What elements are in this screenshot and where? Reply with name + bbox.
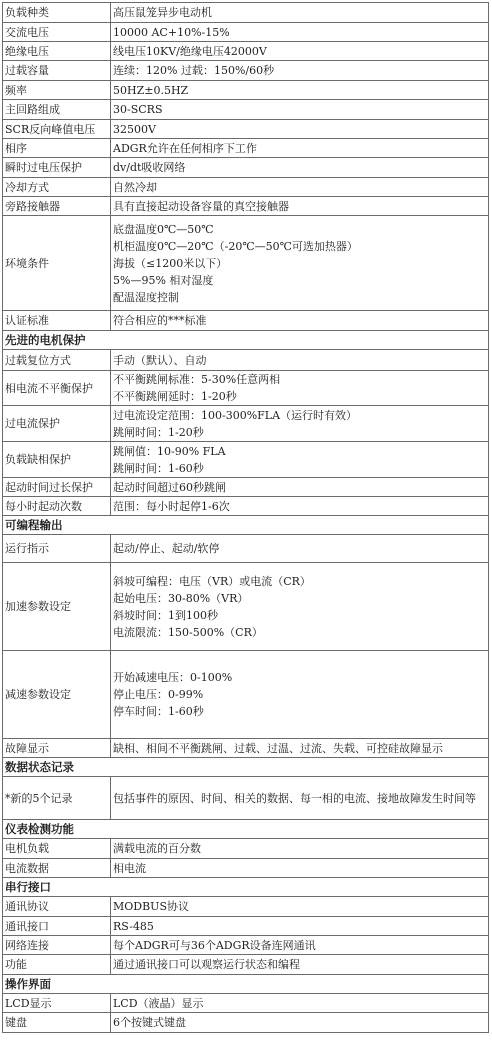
spec-label: 相序 bbox=[3, 139, 111, 158]
spec-row bbox=[3, 955, 489, 975]
spec-value bbox=[111, 406, 489, 442]
section-header-row bbox=[3, 331, 489, 350]
spec-value bbox=[111, 120, 489, 139]
spec-value-line: 包括事件的原因、时间、相关的数据、每一相的电流、接地故障发生时间等 bbox=[113, 791, 476, 805]
spec-value-line: 配温湿度控制 bbox=[113, 290, 179, 304]
spec-row bbox=[3, 3, 489, 23]
section-title: 可编程输出 bbox=[3, 516, 489, 535]
spec-value bbox=[111, 442, 489, 478]
spec-label: 功能 bbox=[3, 955, 111, 975]
spec-value-line: 跳闸值：10-90% FLA bbox=[113, 444, 226, 458]
spec-value bbox=[111, 42, 489, 61]
spec-row bbox=[3, 859, 489, 878]
spec-value-line: 开始减速电压：0-100% bbox=[113, 671, 233, 684]
spec-value bbox=[111, 739, 489, 758]
spec-value-line: 6个按键式键盘 bbox=[113, 1016, 186, 1029]
spec-value-line: 手动（默认）、自动 bbox=[113, 353, 207, 367]
spec-value-line: 停车时间：1-60秒 bbox=[113, 705, 204, 718]
spec-label: 过电流保护 bbox=[3, 406, 111, 442]
spec-value-line: dv/dt吸收网络 bbox=[113, 161, 186, 174]
spec-value-line: 起动时间超过60秒跳闸 bbox=[113, 480, 226, 494]
spec-table-body bbox=[3, 3, 489, 1033]
spec-value-line: 过电流设定范围：100-300%FLA（运行时有效） bbox=[113, 408, 358, 422]
spec-value bbox=[111, 371, 489, 406]
spec-row bbox=[3, 777, 489, 820]
spec-label: 认证标准 bbox=[3, 311, 111, 331]
spec-value-line: 海拔（≤1200米以下） bbox=[113, 256, 228, 270]
spec-value-line: 斜坡可编程：电压（VR）或电流（CR） bbox=[113, 574, 311, 588]
spec-row bbox=[3, 216, 489, 311]
spec-value-line: 缺相、相间不平衡跳闸、过载、过温、过流、失载、可控硅故障显示 bbox=[113, 741, 443, 755]
spec-table bbox=[2, 2, 489, 1033]
spec-label: 通讯接口 bbox=[3, 917, 111, 936]
spec-value-line: 满载电流的百分数 bbox=[113, 842, 201, 855]
spec-row bbox=[3, 197, 489, 216]
spec-value-line: 高压鼠笼异步电动机 bbox=[113, 6, 212, 19]
spec-value bbox=[111, 81, 489, 100]
spec-row bbox=[3, 139, 489, 158]
spec-value-line: 每个ADGR可与36个ADGR设备连网通讯 bbox=[113, 938, 316, 952]
spec-label: *新的5个记录 bbox=[3, 777, 111, 820]
spec-value-line: 机柜温度0℃—20℃（-20℃—50℃可选加热器） bbox=[113, 239, 358, 253]
spec-value bbox=[111, 651, 489, 739]
spec-row bbox=[3, 23, 489, 42]
spec-label: 负载种类 bbox=[3, 3, 111, 23]
spec-label: 网络连接 bbox=[3, 936, 111, 955]
spec-value bbox=[111, 139, 489, 158]
spec-value-line: 起始电压：30-80%（VR） bbox=[113, 591, 249, 605]
spec-label: 起动时间过长保护 bbox=[3, 478, 111, 497]
spec-value bbox=[111, 936, 489, 955]
section-header-row bbox=[3, 878, 489, 897]
spec-value bbox=[111, 535, 489, 563]
spec-row bbox=[3, 563, 489, 651]
spec-value bbox=[111, 197, 489, 216]
spec-value-line: 50HZ±0.5HZ bbox=[113, 83, 189, 97]
spec-value bbox=[111, 216, 489, 311]
spec-row bbox=[3, 120, 489, 139]
spec-label: 加速参数设定 bbox=[3, 563, 111, 651]
spec-label: 旁路接触器 bbox=[3, 197, 111, 216]
spec-value-line: 斜坡时间：1到100秒 bbox=[113, 608, 218, 622]
spec-value-line: 10000 AC+10%-15% bbox=[113, 25, 230, 39]
spec-label: 环境条件 bbox=[3, 216, 111, 311]
spec-value-line: 5%—95% 相对湿度 bbox=[113, 273, 214, 287]
spec-value-line: 具有直接起动设备容量的真空接触器 bbox=[113, 199, 289, 213]
spec-value bbox=[111, 497, 489, 516]
spec-value-line: 自然冷却 bbox=[113, 180, 157, 194]
section-title: 操作界面 bbox=[3, 975, 489, 994]
spec-label: 电流数据 bbox=[3, 859, 111, 878]
section-title: 串行接口 bbox=[3, 878, 489, 897]
spec-label: 冷却方式 bbox=[3, 178, 111, 197]
spec-label: 键盘 bbox=[3, 1013, 111, 1033]
spec-label: 相电流不平衡保护 bbox=[3, 371, 111, 406]
spec-value-line: 范围：每小时起停1-6次 bbox=[113, 499, 230, 513]
section-title: 仪表检测功能 bbox=[3, 820, 489, 839]
spec-label: 每小时起动次数 bbox=[3, 497, 111, 516]
spec-label: 电机负载 bbox=[3, 839, 111, 859]
spec-value bbox=[111, 777, 489, 820]
spec-value bbox=[111, 994, 489, 1013]
spec-value bbox=[111, 897, 489, 917]
spec-row bbox=[3, 81, 489, 100]
spec-value bbox=[111, 955, 489, 975]
spec-value bbox=[111, 61, 489, 81]
spec-row bbox=[3, 994, 489, 1013]
spec-label: 交流电压 bbox=[3, 23, 111, 42]
spec-value-line: 32500V bbox=[113, 122, 156, 136]
spec-row bbox=[3, 478, 489, 497]
spec-row bbox=[3, 42, 489, 61]
spec-label: 频率 bbox=[3, 81, 111, 100]
spec-label: 绝缘电压 bbox=[3, 42, 111, 61]
section-header-row bbox=[3, 975, 489, 994]
spec-value-line: LCD（液晶）显示 bbox=[113, 996, 204, 1010]
section-header-row bbox=[3, 820, 489, 839]
spec-value-line: 起动/停止、起动/软停 bbox=[113, 542, 220, 555]
spec-value-line: 30-SCRS bbox=[113, 103, 163, 116]
section-header-row bbox=[3, 758, 489, 777]
spec-row bbox=[3, 1013, 489, 1033]
spec-row bbox=[3, 350, 489, 371]
spec-row bbox=[3, 897, 489, 917]
spec-value bbox=[111, 1013, 489, 1033]
spec-value bbox=[111, 839, 489, 859]
spec-value-line: 不平衡跳闸标准：5-30%任意两相 bbox=[113, 373, 281, 386]
spec-label: 减速参数设定 bbox=[3, 651, 111, 739]
spec-label: 主回路组成 bbox=[3, 100, 111, 120]
section-header-row bbox=[3, 516, 489, 535]
spec-value bbox=[111, 311, 489, 331]
spec-value-line: 相电流 bbox=[113, 861, 146, 875]
spec-value bbox=[111, 178, 489, 197]
spec-value-line: ADGR允许在任何相序下工作 bbox=[113, 141, 257, 155]
spec-value bbox=[111, 917, 489, 936]
spec-row bbox=[3, 178, 489, 197]
spec-row bbox=[3, 936, 489, 955]
spec-value-line: 通过通讯接口可以观察运行状态和编程 bbox=[113, 958, 300, 971]
spec-value-line: 不平衡跳闸延时：1-20秒 bbox=[113, 390, 237, 403]
spec-value-line: 连续：120% 过载：150%/60秒 bbox=[113, 64, 275, 77]
spec-value bbox=[111, 100, 489, 120]
spec-value-line: 电流限流：150-500%（CR） bbox=[113, 625, 263, 639]
spec-row bbox=[3, 311, 489, 331]
spec-value bbox=[111, 563, 489, 651]
spec-row bbox=[3, 158, 489, 178]
section-title: 先进的电机保护 bbox=[3, 331, 489, 350]
spec-row bbox=[3, 497, 489, 516]
spec-row bbox=[3, 442, 489, 478]
spec-row bbox=[3, 100, 489, 120]
spec-value-line: 跳闸时间：1-20秒 bbox=[113, 425, 204, 439]
spec-label: 过载复位方式 bbox=[3, 350, 111, 371]
spec-label: 瞬时过电压保护 bbox=[3, 158, 111, 178]
spec-row bbox=[3, 61, 489, 81]
spec-value-line: 线电压10KV/绝缘电压42000V bbox=[113, 44, 267, 58]
spec-value-line: 停止电压：0-99% bbox=[113, 688, 204, 701]
spec-value-line: 跳闸时间：1-60秒 bbox=[113, 461, 204, 475]
spec-value-line: MODBUS协议 bbox=[113, 900, 189, 913]
spec-row bbox=[3, 371, 489, 406]
spec-value-line: 底盘温度0℃—50℃ bbox=[113, 222, 214, 236]
spec-label: LCD显示 bbox=[3, 994, 111, 1013]
spec-row bbox=[3, 739, 489, 758]
spec-label: 过载容量 bbox=[3, 61, 111, 81]
spec-value-line: RS-485 bbox=[113, 919, 154, 933]
spec-label: 运行指示 bbox=[3, 535, 111, 563]
spec-value bbox=[111, 350, 489, 371]
spec-value bbox=[111, 3, 489, 23]
spec-value bbox=[111, 478, 489, 497]
spec-row bbox=[3, 406, 489, 442]
spec-label: 负载缺相保护 bbox=[3, 442, 111, 478]
section-title: 数据状态记录 bbox=[3, 758, 489, 777]
spec-label: 故障显示 bbox=[3, 739, 111, 758]
spec-label: 通讯协议 bbox=[3, 897, 111, 917]
spec-value bbox=[111, 859, 489, 878]
spec-row bbox=[3, 839, 489, 859]
spec-row bbox=[3, 917, 489, 936]
spec-label: SCR反向峰值电压 bbox=[3, 120, 111, 139]
spec-value bbox=[111, 158, 489, 178]
spec-value bbox=[111, 23, 489, 42]
spec-value-line: 符合相应的***标准 bbox=[113, 314, 207, 327]
spec-row bbox=[3, 535, 489, 563]
spec-row bbox=[3, 651, 489, 739]
